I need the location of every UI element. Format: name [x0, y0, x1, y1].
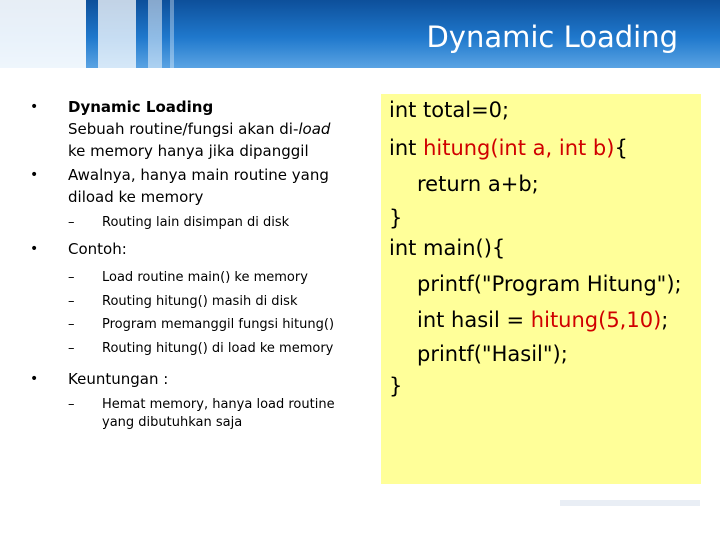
code-line: printf("Hasil"); — [417, 342, 568, 366]
bullet-dot: • — [30, 167, 39, 183]
bullet-main-routine — [30, 164, 375, 208]
bullet-text-italic: load — [298, 120, 331, 138]
sub-bullet-text: Routing lain disimpan di disk — [102, 215, 290, 230]
slide-header — [0, 0, 720, 68]
code-line: int total=0; — [389, 98, 510, 122]
footer-strip — [560, 500, 700, 506]
sub-bullet-text: Routing hitung() masih di disk — [102, 293, 298, 309]
sub-bullet-text: Hemat memory, hanya load routine — [102, 397, 335, 412]
code-line — [389, 134, 628, 162]
sub-bullet — [30, 313, 375, 337]
code-token-highlight: hitung(5,10) — [530, 308, 662, 332]
code-token: int — [389, 136, 424, 160]
header-decor-block — [0, 0, 86, 68]
code-token: ; — [661, 308, 669, 332]
sub-bullet-text: Routing hitung() di load ke memory — [102, 340, 334, 356]
code-line: int main(){ — [389, 236, 506, 260]
sub-dash: – — [68, 293, 75, 309]
code-token-highlight: hitung(int a, int b) — [423, 136, 615, 160]
bullet-dot: • — [30, 371, 39, 387]
sub-dash: – — [68, 317, 75, 332]
code-line: } — [389, 374, 403, 398]
code-line: printf("Program Hitung"); — [417, 272, 682, 296]
bullet-text: Awalnya, hanya main routine yang — [68, 166, 329, 184]
sub-bullet — [30, 337, 375, 361]
bullet-dynamic-loading — [30, 96, 375, 162]
slide-title: Dynamic Loading — [426, 20, 678, 54]
sub-bullet-text: yang dibutuhkan saja — [102, 415, 243, 430]
bullet-title: Contoh: — [68, 240, 127, 258]
sub-dash: – — [68, 270, 75, 285]
code-line: return a+b; — [417, 172, 539, 196]
code-token: int hasil = — [417, 308, 531, 332]
sub-dash: – — [68, 397, 75, 412]
bullet-contoh — [30, 238, 375, 260]
sub-dash: – — [68, 215, 75, 230]
code-line: } — [389, 206, 403, 230]
bullet-text: diload ke memory — [68, 188, 204, 206]
bullet-text-part: Sebuah routine/fungsi akan di- — [68, 120, 299, 138]
sub-bullet — [30, 290, 375, 314]
sub-list — [30, 266, 375, 360]
sub-bullet-text: Load routine main() ke memory — [102, 270, 308, 285]
header-decor-block — [148, 0, 162, 68]
sub-dash: – — [68, 340, 75, 356]
bullet-title: Dynamic Loading — [68, 98, 214, 116]
bullet-title: Keuntungan : — [68, 370, 169, 388]
sub-bullet — [30, 266, 375, 290]
code-box — [381, 94, 701, 484]
header-decor-block — [170, 0, 174, 68]
sub-bullet — [30, 396, 375, 432]
bullet-list — [30, 96, 375, 432]
bullet-text: ke memory hanya jika dipanggil — [68, 142, 309, 160]
header-decor-block — [98, 0, 136, 68]
bullet-keuntungan — [30, 368, 375, 390]
sub-bullet-text: Program memanggil fungsi hitung() — [102, 317, 335, 332]
sub-bullet — [30, 212, 375, 234]
bullet-text — [68, 118, 375, 140]
code-line — [417, 306, 668, 334]
code-token: { — [614, 136, 628, 160]
bullet-dot: • — [30, 241, 39, 257]
bullet-dot: • — [30, 99, 39, 115]
